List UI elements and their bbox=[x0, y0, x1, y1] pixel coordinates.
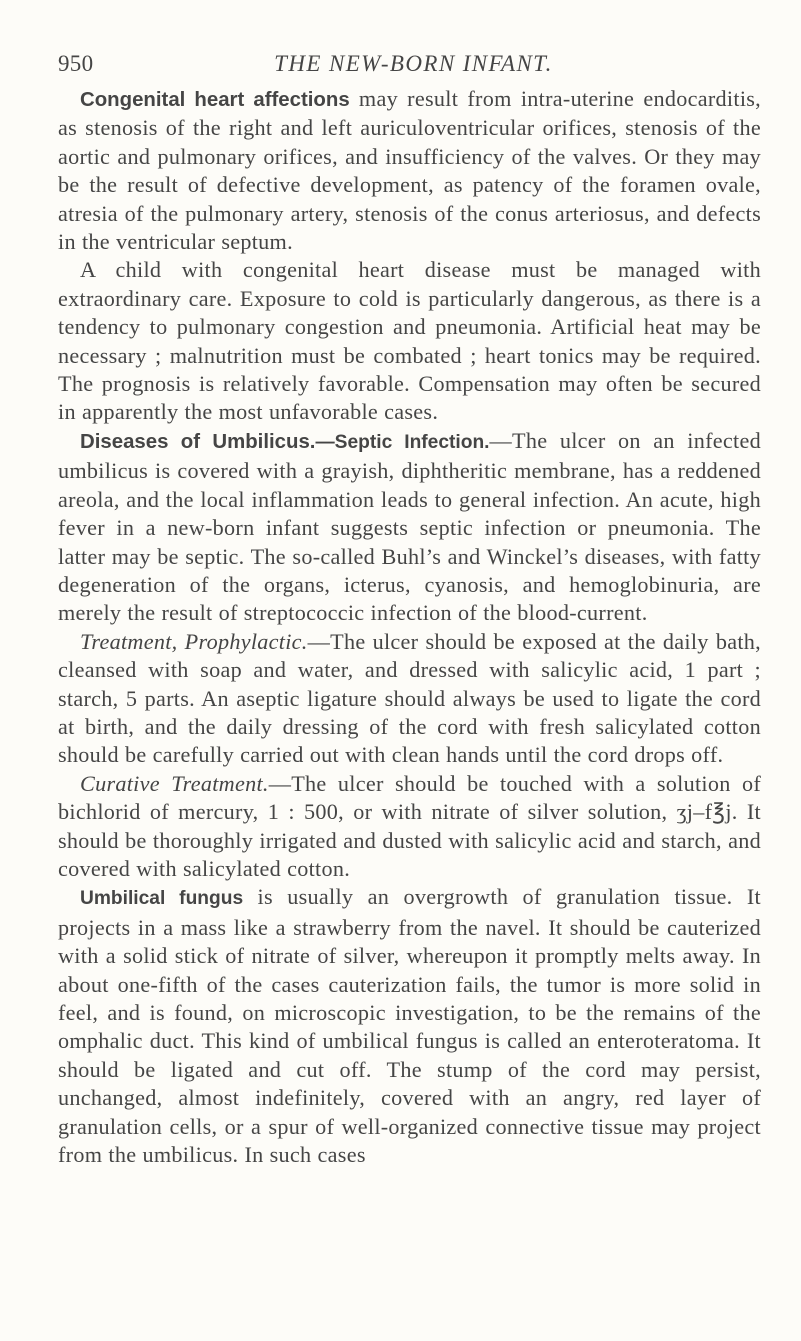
page-number: 950 bbox=[58, 51, 94, 76]
section-heading: Congenital heart affections bbox=[80, 89, 350, 111]
paragraph-congenital-heart bbox=[58, 85, 761, 256]
paragraph-curative-treatment bbox=[58, 770, 761, 884]
italic-heading: Curative Treatment. bbox=[80, 770, 269, 796]
paragraph-text: may result from intra-uterine endocarditis, as stenosis of the right and left auriculoventricular orifices, stenosis of the aortic and pulmonary orifices, and insufficiency of the valves. Or they may be the result of defective development, as patency of the foramen ovale, atresia of the pulmonary artery, stenosis of the conus arteriosus, and defects in the ventricular septum. bbox=[58, 86, 762, 255]
running-title: THE NEW-BORN INFANT. bbox=[274, 51, 553, 76]
paragraph-umbilicus-diseases bbox=[58, 427, 761, 628]
page-header bbox=[58, 44, 761, 84]
section-heading: Umbilical fungus bbox=[80, 888, 244, 910]
paragraph-management bbox=[58, 256, 761, 426]
section-heading: Diseases of Umbilicus. bbox=[80, 430, 316, 453]
body-text bbox=[58, 85, 761, 1169]
paragraph-prophylactic-treatment bbox=[58, 628, 761, 770]
paragraph-text: —The ulcer should be exposed at the daily bath, cleansed with soap and water, and dressed with salicylic acid, 1 part ; starch, 5 parts. An aseptic ligature should always be used to ligate the cord at birth, and the daily dressing of the cord with fresh salicylated cotton should be carefully carried out with clean hands until the cord drops off. bbox=[58, 628, 761, 768]
paragraph-text: —The ulcer on an infected umbilicus is covered with a grayish, diphtheritic membrane, has a reddened areola, and the local inflammation leads to general infection. An acute, high fever in a new-born infant suggests septic infection or pneumonia. The latter may be septic. The so-called Buhl’s and Winckel’s diseases, with fatty degeneration of the organs, icterus, cyanosis, and hemoglobinuria, are merely the result of streptococcic infection of the blood-current. bbox=[58, 427, 761, 626]
subsection-heading: —Septic Infection. bbox=[315, 431, 490, 453]
paragraph-text: is usually an overgrowth of granulation tissue. It projects in a mass like a strawberry from the navel. It should be cauterized with a solid stick of nitrate of silver, whereupon it promptly melts away. In about one-fifth of the cases cauterization fails, the tumor is more solid in feel, and is found, on microscopic investigation, to be the remains of the omphalic duct. This kind of umbilical fungus is called an enteroteratoma. It should be ligated and cut off. The stump of the cord may persist, unchanged, almost indefinitely, covered with an angry, red layer of granulation cells, or a spur of well-organized connective tissue may project from the umbilicus. In such cases bbox=[58, 884, 761, 1168]
paragraph-umbilical-fungus bbox=[58, 883, 761, 1169]
paragraph-text: A child with congenital heart disease must be managed with extraordinary care. Exposure to cold is particularly dangerous, as there is a tendency to pulmonary congestion and pneumonia. Artificial heat may be necessary ; malnutrition must be combated ; heart tonics may be required. The prognosis is relatively favorable. Compensation may often be secured in apparently the most unfavorable cases. bbox=[58, 257, 761, 425]
book-page bbox=[58, 44, 761, 1316]
paragraph-text: —The ulcer should be touched with a solution of bichlorid of mercury, 1 : 500, or with nitrate of silver solution, ʒj–f℥j. It should be thoroughly irrigated and dusted with salicylic acid and starch, and covered with salicylated cotton. bbox=[58, 770, 761, 881]
italic-heading: Treatment, Prophylactic. bbox=[80, 628, 308, 654]
